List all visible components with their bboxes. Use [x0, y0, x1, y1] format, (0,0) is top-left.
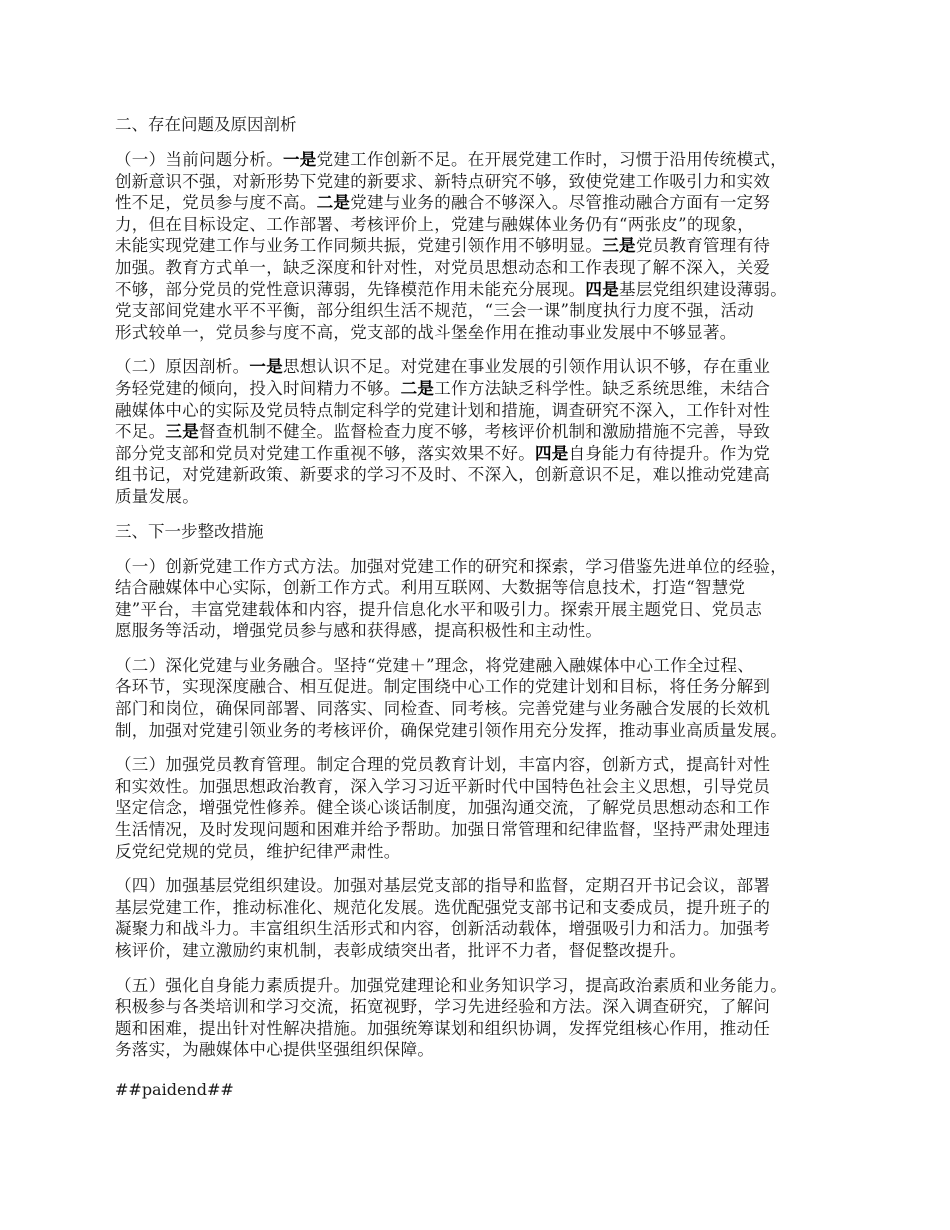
document-page — [115, 114, 855, 1101]
text-line — [115, 378, 855, 400]
text-run: 建”平台，丰富党建载体和内容，提升信息化水平和吸引力。探索开展主题党日、党员志 — [115, 599, 763, 619]
text-line — [115, 940, 855, 962]
text-line — [115, 257, 855, 279]
text-run: 工作方法缺乏科学性。缺乏系统思维，未结合 — [434, 378, 771, 398]
bold-keyword: 三是 — [602, 236, 636, 256]
text-line — [115, 996, 855, 1018]
text-run: 各环节，实现深度融合、相互促进。制定围绕中心工作的党建计划和目标，将任务分解到 — [115, 677, 771, 697]
text-run: （二）深化党建与业务融合。坚持“党建＋”理念，将党建融入融媒体中心工作全过程、 — [115, 655, 755, 675]
text-run: 党建工作创新不足。在开展党建工作时，习惯于沿用传统模式， — [316, 150, 788, 169]
text-run: 凝聚力和战斗力。丰富组织生活形式和内容，创新活动载体，增强吸引力和活力。加强考 — [115, 919, 771, 939]
text-run: 组书记，对党建新政策、新要求的学习不及时、不深入，创新意识不足，难以推动党建高 — [115, 465, 771, 485]
section-heading: 二、存在问题及原因剖析 — [115, 115, 297, 134]
bold-keyword: 二是 — [316, 193, 351, 213]
text-run: 创新意识不强，对新形势下党建的新要求、新特点研究不够，致使党建工作吸引力和实效 — [115, 171, 771, 191]
text-run: 督查机制不健全。监督检查力度不够，考核评价机制和激励措施不完善，导致 — [199, 422, 771, 442]
text-line — [115, 776, 855, 798]
text-line — [115, 192, 855, 214]
text-line — [115, 599, 855, 621]
text-line — [115, 676, 855, 698]
text-run: 力，但在目标设定、工作部署、考核评价上，党建与融媒体业务仍有“两张皮”的现象， — [115, 214, 755, 234]
text-run: 坚定信念，增强党性修养。健全谈心谈话制度，加强沟通交流，了解党员思想动态和工作 — [115, 798, 771, 818]
text-line — [115, 975, 855, 997]
text-run: 思想认识不足。对党建在事业发展的引领作用认识不够，存在重业 — [283, 357, 771, 377]
text-run: （二）原因剖析。 — [115, 357, 250, 377]
text-run: 不够，部分党员的党性意识薄弱，先锋模范作用未能充分展现。 — [115, 279, 586, 299]
text-run: 形式较单一，党员参与度不高，党支部的战斗堡垒作用在推动事业发展中不够显著。 — [115, 322, 737, 342]
text-run: 和实效性。加强思想政治教育，深入学习习近平新时代中国特色社会主义思想，引导党员 — [115, 776, 771, 796]
text-line — [115, 322, 855, 344]
text-run: 基层党建工作，推动标准化、规范化发展。选优配强党支部书记和支委成员，提升班子的 — [115, 897, 771, 917]
text-line — [115, 918, 855, 940]
text-line — [115, 1018, 855, 1040]
paragraph — [115, 556, 855, 642]
text-run: 反党纪党规的党员，维护纪律严肃性。 — [115, 841, 401, 861]
text-run: 务落实，为融媒体中心提供坚强组织保障。 — [115, 1040, 435, 1060]
text-line — [115, 556, 855, 578]
text-line — [115, 754, 855, 776]
text-run: 未能实现党建工作与业务工作同频共振，党建引领作用不够明显。 — [115, 236, 603, 256]
text-line — [115, 443, 855, 465]
text-line — [115, 214, 855, 236]
text-run: （三）加强党员教育管理。制定合理的党员教育计划，丰富内容，创新方式，提高针对性 — [115, 755, 771, 775]
text-line — [115, 300, 855, 322]
text-run: 制，加强对党建引领业务的考核评价，确保党建引领作用充分发挥，推动事业高质量发展。 — [115, 720, 787, 740]
text-run: 性不足，党员参与度不高。 — [115, 193, 317, 213]
text-line — [115, 400, 855, 422]
text-line — [115, 279, 855, 301]
text-run: 党员教育管理有待 — [635, 236, 771, 256]
text-run: 生活情况，及时发现问题和困难并给予帮助。加强日常管理和纪律监督，坚持严肃处理违 — [115, 820, 771, 840]
text-run: 部分党支部和党员对党建工作重视不够，落实效果不好。 — [115, 443, 535, 463]
text-line — [115, 720, 855, 742]
text-line — [115, 356, 855, 378]
text-run: 党建与业务的融合不够深入。尽管推动融合方面有一定努 — [350, 193, 771, 213]
text-run: 务轻党建的倾向，投入时间精力不够。 — [115, 378, 401, 398]
text-line — [115, 655, 855, 677]
text-line — [115, 421, 855, 443]
text-run: （一）创新党建工作方式方法。加强对党建工作的研究和探索，学习借鉴先进单位的经验， — [115, 556, 787, 576]
text-line — [115, 1039, 855, 1061]
text-line — [115, 797, 855, 819]
bold-keyword: 二是 — [400, 378, 435, 398]
text-run: 质量发展。 — [115, 486, 199, 506]
section-heading: 三、下一步整改措施 — [115, 521, 264, 541]
text-run: 加强。教育方式单一，缺乏深度和针对性，对党员思想动态和工作表现了解不深入，关爱 — [115, 257, 771, 277]
paragraph — [115, 655, 855, 741]
text-run: （一）当前问题分析。 — [115, 150, 283, 169]
paragraph — [115, 356, 855, 507]
text-line — [115, 620, 855, 642]
bold-keyword: 一是 — [283, 150, 317, 169]
bold-keyword: 四是 — [585, 279, 620, 299]
end-marker: ##paidend## — [115, 1079, 234, 1099]
text-line — [115, 464, 855, 486]
paragraph — [115, 875, 855, 961]
text-run: 积极参与各类培训和学习交流，拓宽视野，学习先进经验和方法。深入调查研究，了解问 — [115, 997, 771, 1017]
text-run: 部门和岗位，确保同部署、同落实、同检查、同考核。完善党建与业务融合发展的长效机 — [115, 699, 771, 719]
text-line — [115, 841, 855, 863]
text-line — [115, 819, 855, 841]
text-run: 自身能力有待提升。作为党 — [568, 443, 771, 463]
text-line — [115, 577, 855, 599]
text-line — [115, 171, 855, 193]
paragraph — [115, 149, 855, 343]
paragraph — [115, 754, 855, 862]
text-run: （四）加强基层党组织建设。加强对基层党支部的指导和监督，定期召开书记会议，部署 — [115, 876, 771, 896]
text-run: 不足。 — [115, 422, 166, 442]
bold-keyword: 四是 — [535, 443, 569, 463]
text-run: 结合融媒体中心实际，创新工作方式。利用互联网、大数据等信息技术，打造“智慧党 — [115, 578, 746, 598]
paragraph — [115, 975, 855, 1061]
text-line — [115, 698, 855, 720]
bold-keyword: 三是 — [165, 422, 200, 442]
text-run: （五）强化自身能力素质提升。加强党建理论和业务知识学习，提高政治素质和业务能力。 — [115, 975, 787, 995]
text-run: 融媒体中心的实际及党员特点制定科学的党建计划和措施，调查研究不深入，工作针对性 — [115, 400, 771, 420]
text-line — [115, 897, 855, 919]
text-line — [115, 149, 855, 171]
text-run: 题和困难，提出针对性解决措施。加强统筹谋划和组织协调，发挥党组核心作用，推动任 — [115, 1018, 771, 1038]
text-line — [115, 235, 855, 257]
text-line — [115, 875, 855, 897]
text-run: 党支部间党建水平不平衡，部分组织生活不规范，“三会一课”制度执行力度不强，活动 — [115, 301, 755, 321]
text-line — [115, 486, 855, 508]
text-run: 核评价，建立激励约束机制，表彰成绩突出者，批评不力者，督促整改提升。 — [115, 941, 687, 960]
text-run: 基层党组织建设薄弱。 — [619, 279, 788, 299]
text-run: 愿服务等活动，增强党员参与感和获得感，提高积极性和主动性。 — [115, 621, 603, 641]
bold-keyword: 一是 — [249, 357, 284, 377]
